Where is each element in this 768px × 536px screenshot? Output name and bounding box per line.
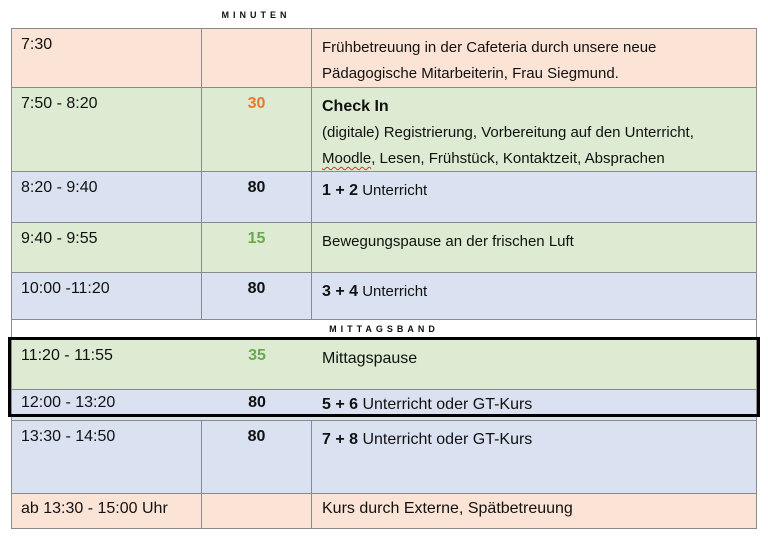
header-row-mittagsband [11, 319, 757, 339]
minutes-cell: 80 [202, 421, 312, 493]
table-row [11, 420, 757, 493]
table-row [11, 339, 757, 389]
spellcheck-word: Moodle [322, 150, 372, 167]
time-cell: 8:20 - 9:40 [12, 172, 202, 222]
activity-line: Frühbetreuung in der Cafeteria durch unsere neue [322, 39, 657, 56]
activity-text: Unterricht oder GT-Kurs [358, 396, 533, 413]
minutes-cell [202, 29, 312, 87]
table-row [11, 493, 757, 529]
table-row [11, 171, 757, 222]
activity-cell [312, 88, 756, 171]
lesson-number: 5 + 6 [322, 396, 359, 413]
lesson-number: 1 + 2 [322, 182, 359, 199]
time-cell: 7:50 - 8:20 [12, 88, 202, 171]
activity-cell: Kurs durch Externe, Spätbetreuung [322, 500, 573, 517]
activity-text: Unterricht [358, 283, 428, 300]
header-row-minuten [11, 6, 757, 28]
minutes-cell: 80 [202, 172, 312, 222]
header-mittagsband: MITTAGSBAND [329, 324, 439, 334]
time-cell: ab 13:30 - 15:00 Uhr [12, 494, 202, 528]
minutes-cell: 35 [248, 347, 266, 364]
time-cell: 13:30 - 14:50 [12, 421, 202, 493]
table-row [11, 87, 757, 171]
time-cell: 10:00 -11:20 [12, 273, 202, 319]
time-cell: 11:20 - 11:55 [21, 347, 113, 364]
activity-line: Pädagogische Mitarbeiterin, Frau Siegmund. [322, 65, 619, 82]
activity-line: (digitale) Registrierung, Vorbereitung auf den Unterricht, [322, 124, 694, 141]
activity-cell: Mittagspause [322, 350, 418, 367]
activity-text: Unterricht [358, 182, 428, 199]
minutes-cell: 15 [202, 223, 312, 272]
time-cell: 7:30 [12, 29, 202, 87]
activity-cell [312, 390, 756, 420]
time-cell: 12:00 - 13:20 [21, 394, 116, 411]
activity-cell [312, 172, 756, 222]
table-row [11, 28, 757, 87]
activity-cell [312, 29, 756, 87]
minutes-cell: 80 [202, 273, 312, 319]
activity-line [322, 146, 756, 172]
minutes-cell: 30 [202, 88, 312, 171]
minutes-cell: 80 [248, 394, 266, 411]
table-row [11, 272, 757, 319]
minutes-cell [202, 494, 312, 528]
table-row [11, 222, 757, 272]
lesson-number: 7 + 8 [322, 431, 359, 448]
activity-cell: Bewegungspause an der frischen Luft [322, 233, 574, 250]
activity-text: Unterricht oder GT-Kurs [358, 431, 533, 448]
activity-cell [312, 421, 756, 493]
activity-line-rest: , Lesen, Frühstück, Kontaktzeit, Absprachen [371, 150, 665, 167]
header-minuten: MINUTEN [221, 10, 291, 20]
time-cell: 9:40 - 9:55 [12, 223, 202, 272]
table-row [11, 389, 757, 420]
activity-title: Check In [322, 98, 389, 115]
lesson-number: 3 + 4 [322, 283, 359, 300]
activity-cell [312, 273, 756, 319]
